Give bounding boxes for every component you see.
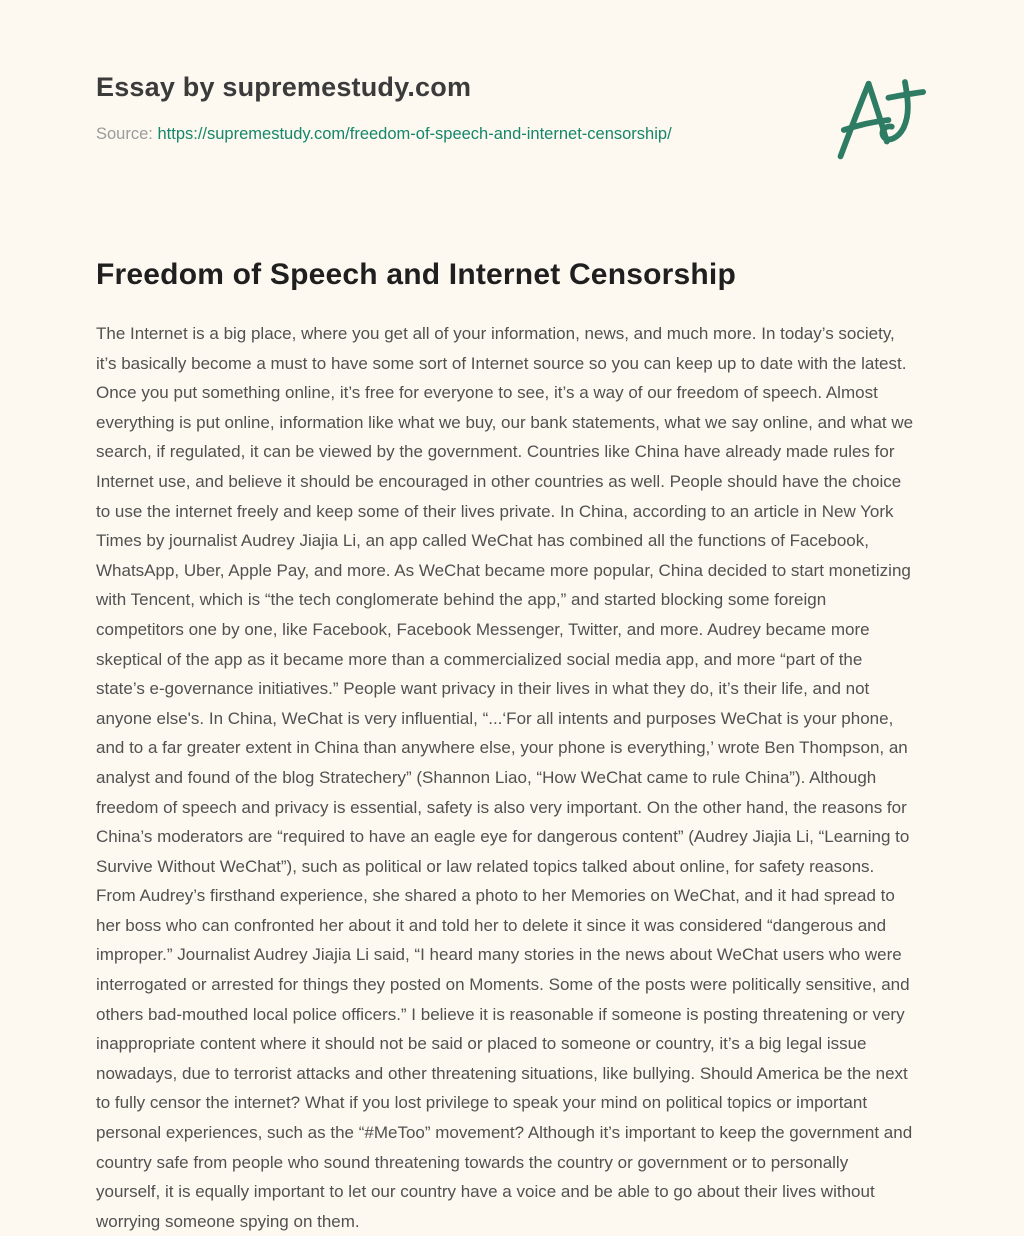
site-title: Essay by supremestudy.com bbox=[96, 72, 472, 102]
article-body-paragraph: The Internet is a big place, where you get all of your information, news, and much more. In today’s society, it’s basically become a must to have some sort of Internet source so you can keep up to date with the latest. Once you put something online, it’s free for everyone to see, it’s a way of our freedom of speech. Almost everything is put online, information like what we buy, our bank statements, what we say online, and what we search, if regulated, it can be viewed by the government. Countries like China have already made rules for Internet use, and believe it should be encouraged in other countries as well. People should have the choice to use the internet freely and keep some of their lives private. In China, according to an article in New York Times by journalist Audrey Jiajia Li, an app called WeChat has combined all the functions of Facebook, WhatsApp, Uber, Apple Pay, and more. As WeChat became more popular, China decided to start monetizing with Tencent, which is “the tech conglomerate behind the app,” and started blocking some foreign competitors one by one, like Facebook, Facebook Messenger, Twitter, and more. Audrey became more skeptical of the app as it became more than a commercialized social media app, and more “part of the state’s e-governance initiatives.” People want privacy in their lives in what they do, it’s their life, and not anyone else's. In China, WeChat is very influential, “...‘For all intents and purposes WeChat is your phone, and to a far greater extent in China than anywhere else, your phone is everything,’ wrote Ben Thompson, an analyst and found of the blog Stratechery” (Shannon Liao, “How WeChat came to rule China”). Although freedom of speech and privacy is essential, safety is also very important. On the other hand, the reasons for China’s moderators are “required to have an eagle eye for dangerous content” (Audrey Jiajia Li, “Learning to Survive Without WeChat”), such as political or law related topics talked about online, for safety reasons. From Audrey’s firsthand experience, she shared a photo to her Memories on WeChat, and it had spread to her boss who can confronted her about it and told her to delete it since it was considered “dangerous and improper.” Journalist Audrey Jiajia Li said, “I heard many stories in the news about WeChat users who were interrogated or arrested for things they posted on Moments. Some of the posts were politically sensitive, and others bad-mouthed local police officers.” I believe it is reasonable if someone is posting threatening or very inappropriate content where it should not be said or placed to someone or country, it’s a big legal issue nowadays, due to terrorist attacks and other threatening situations, like bullying. Should America be the next to fully censor the internet? What if you lost privilege to speak your mind on political topics or important personal experiences, such as the “#MeToo” movement? Although it’s important to keep the government and country safe from people who sound threatening towards the country or government or to personally yourself, it is equally important to let our country have a voice and be able to go about their lives without worrying someone spying on them. bbox=[96, 324, 914, 1231]
source-url-link[interactable]: https://supremestudy.com/freedom-of-speech-and-internet-censorship/ bbox=[157, 125, 672, 143]
article-title: Freedom of Speech and Internet Censorship bbox=[96, 258, 736, 291]
source-line bbox=[96, 125, 928, 144]
source-label: Source: bbox=[96, 125, 153, 143]
a-plus-logo-icon bbox=[824, 62, 936, 170]
article bbox=[0, 258, 1024, 1236]
page-header bbox=[0, 0, 1024, 144]
